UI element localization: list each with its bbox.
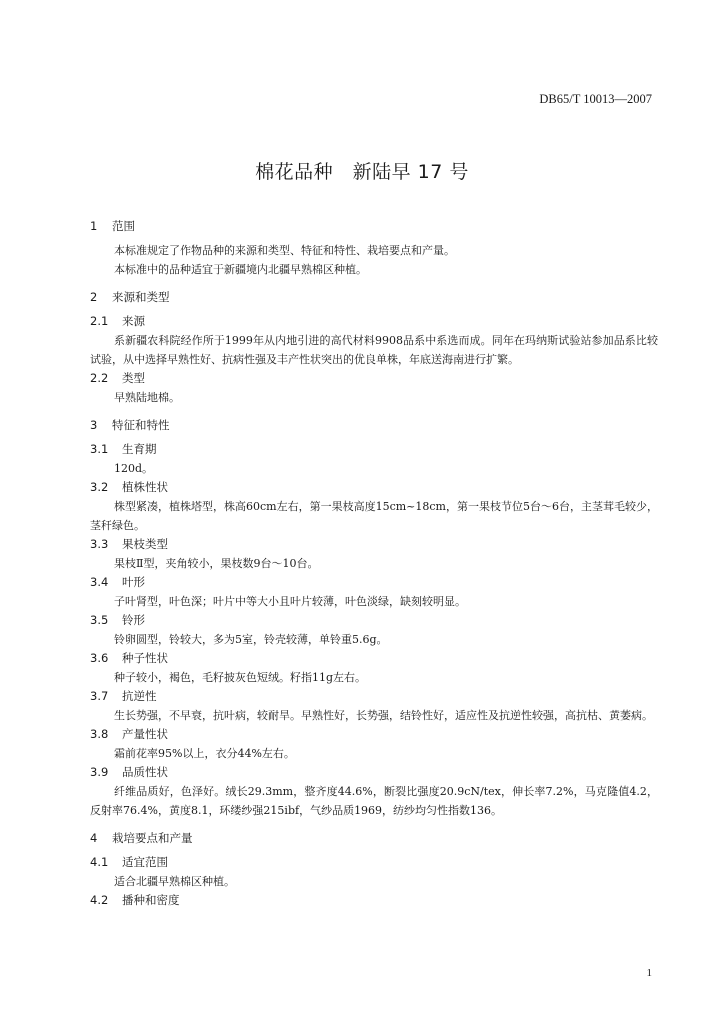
subsection-title: 植株性状 — [122, 480, 168, 494]
subsection-number: 3.9 — [90, 765, 109, 779]
subsection-number: 3.5 — [90, 613, 109, 627]
subsection-title: 品质性状 — [122, 765, 168, 779]
subsection-title: 铃形 — [122, 613, 145, 627]
paragraph: 适合北疆早熟棉区种植。 — [114, 875, 235, 888]
paragraph: 子叶肾型，叶色深；叶片中等大小且叶片较薄，叶色淡绿，缺刻较明显。 — [114, 595, 466, 608]
section-number: 1 — [90, 219, 98, 233]
document-title: 棉花品种 新陆早 17 号 — [255, 161, 469, 183]
subsection-heading — [90, 649, 658, 668]
subsection-heading — [90, 763, 658, 782]
subsection-number: 3.8 — [90, 727, 109, 741]
subsection-number: 3.2 — [90, 480, 109, 494]
section-heading — [90, 289, 658, 305]
subsection-title: 种子性状 — [122, 651, 168, 665]
section-heading — [90, 218, 658, 234]
section-title: 栽培要点和产量 — [112, 831, 193, 845]
subsection-heading — [90, 687, 658, 706]
subsection-heading — [90, 611, 658, 630]
subsection-number: 4.1 — [90, 855, 109, 869]
standard-code: DB65/T 10013—2007 — [539, 92, 652, 106]
subsection-title: 果枝类型 — [122, 537, 168, 551]
subsection-number: 4.2 — [90, 893, 109, 907]
subsection-number: 3.6 — [90, 651, 109, 665]
section-number: 4 — [90, 831, 98, 845]
paragraph: 本标准规定了作物品种的来源和类型、特征和特性、栽培要点和产量。 — [114, 244, 455, 257]
paragraph: 铃卵圆型，铃较大，多为5室，铃壳较薄，单铃重5.6g。 — [114, 633, 388, 646]
paragraph: 系新疆农科院经作所于1999年从内地引进的高代材料9908品系中系选而成。同年在玛纳斯试验站参加品系比较试验，从中选择早熟性好、抗病性强及丰产性状突出的优良单株，年底送海南进行扩繁。 — [90, 334, 658, 366]
subsection-title: 产量性状 — [122, 727, 168, 741]
subsection-heading — [90, 312, 658, 331]
subsection-heading — [90, 369, 658, 388]
subsection-number: 3.1 — [90, 442, 109, 456]
subsection-number: 3.4 — [90, 575, 109, 589]
subsection-title: 生育期 — [122, 442, 157, 456]
section-number: 2 — [90, 290, 98, 304]
subsection-heading — [90, 853, 658, 872]
section-title: 来源和类型 — [112, 290, 170, 304]
subsection-number: 3.3 — [90, 537, 109, 551]
subsection-title: 来源 — [122, 314, 145, 328]
paragraph: 果枝Ⅱ型，夹角较小，果枝数9台～10台。 — [114, 557, 319, 570]
section-heading — [90, 830, 658, 846]
subsection-heading — [90, 440, 658, 459]
subsection-number: 2.1 — [90, 314, 109, 328]
subsection-heading — [90, 478, 658, 497]
subsection-number: 3.7 — [90, 689, 109, 703]
section-heading — [90, 417, 658, 433]
subsection-heading — [90, 573, 658, 592]
subsection-title: 适宜范围 — [122, 855, 168, 869]
section-number: 3 — [90, 418, 98, 432]
paragraph: 120d。 — [114, 462, 154, 475]
subsection-number: 2.2 — [90, 371, 109, 385]
paragraph: 霜前花率95%以上，衣分44%左右。 — [114, 747, 295, 760]
subsection-heading — [90, 725, 658, 744]
paragraph: 种子较小，褐色，毛籽披灰色短绒。籽指11g左右。 — [114, 671, 367, 684]
section-title: 特征和特性 — [112, 418, 170, 432]
subsection-title: 叶形 — [122, 575, 145, 589]
subsection-title: 播种和密度 — [122, 893, 180, 907]
subsection-title: 类型 — [122, 371, 145, 385]
paragraph: 本标准中的品种适宜于新疆境内北疆早熟棉区种植。 — [114, 263, 367, 276]
document-body — [90, 218, 658, 910]
paragraph: 生长势强，不早衰，抗叶病，较耐旱。早熟性好，长势强，结铃性好，适应性及抗逆性较强，高抗枯、黄萎病。 — [114, 709, 653, 722]
paragraph: 株型紧凑，植株塔型，株高60cm左右，第一果枝高度15cm~18cm，第一果枝节位5台～6台，主茎茸毛较少，茎秆绿色。 — [90, 500, 658, 532]
paragraph: 早熟陆地棉。 — [114, 391, 180, 404]
section-title: 范围 — [112, 219, 135, 233]
page-number: 1 — [646, 967, 652, 979]
paragraph: 纤维品质好，色泽好。绒长29.3mm，整齐度44.6%，断裂比强度20.9cN/tex，伸长率7.2%，马克隆值4.2，反射率76.4%，黄度8.1，环缕纱强215ibf，气纱品质1969，纺纱均匀性指数136。 — [90, 785, 658, 817]
subsection-heading — [90, 535, 658, 554]
subsection-title: 抗逆性 — [122, 689, 157, 703]
subsection-heading — [90, 891, 658, 910]
